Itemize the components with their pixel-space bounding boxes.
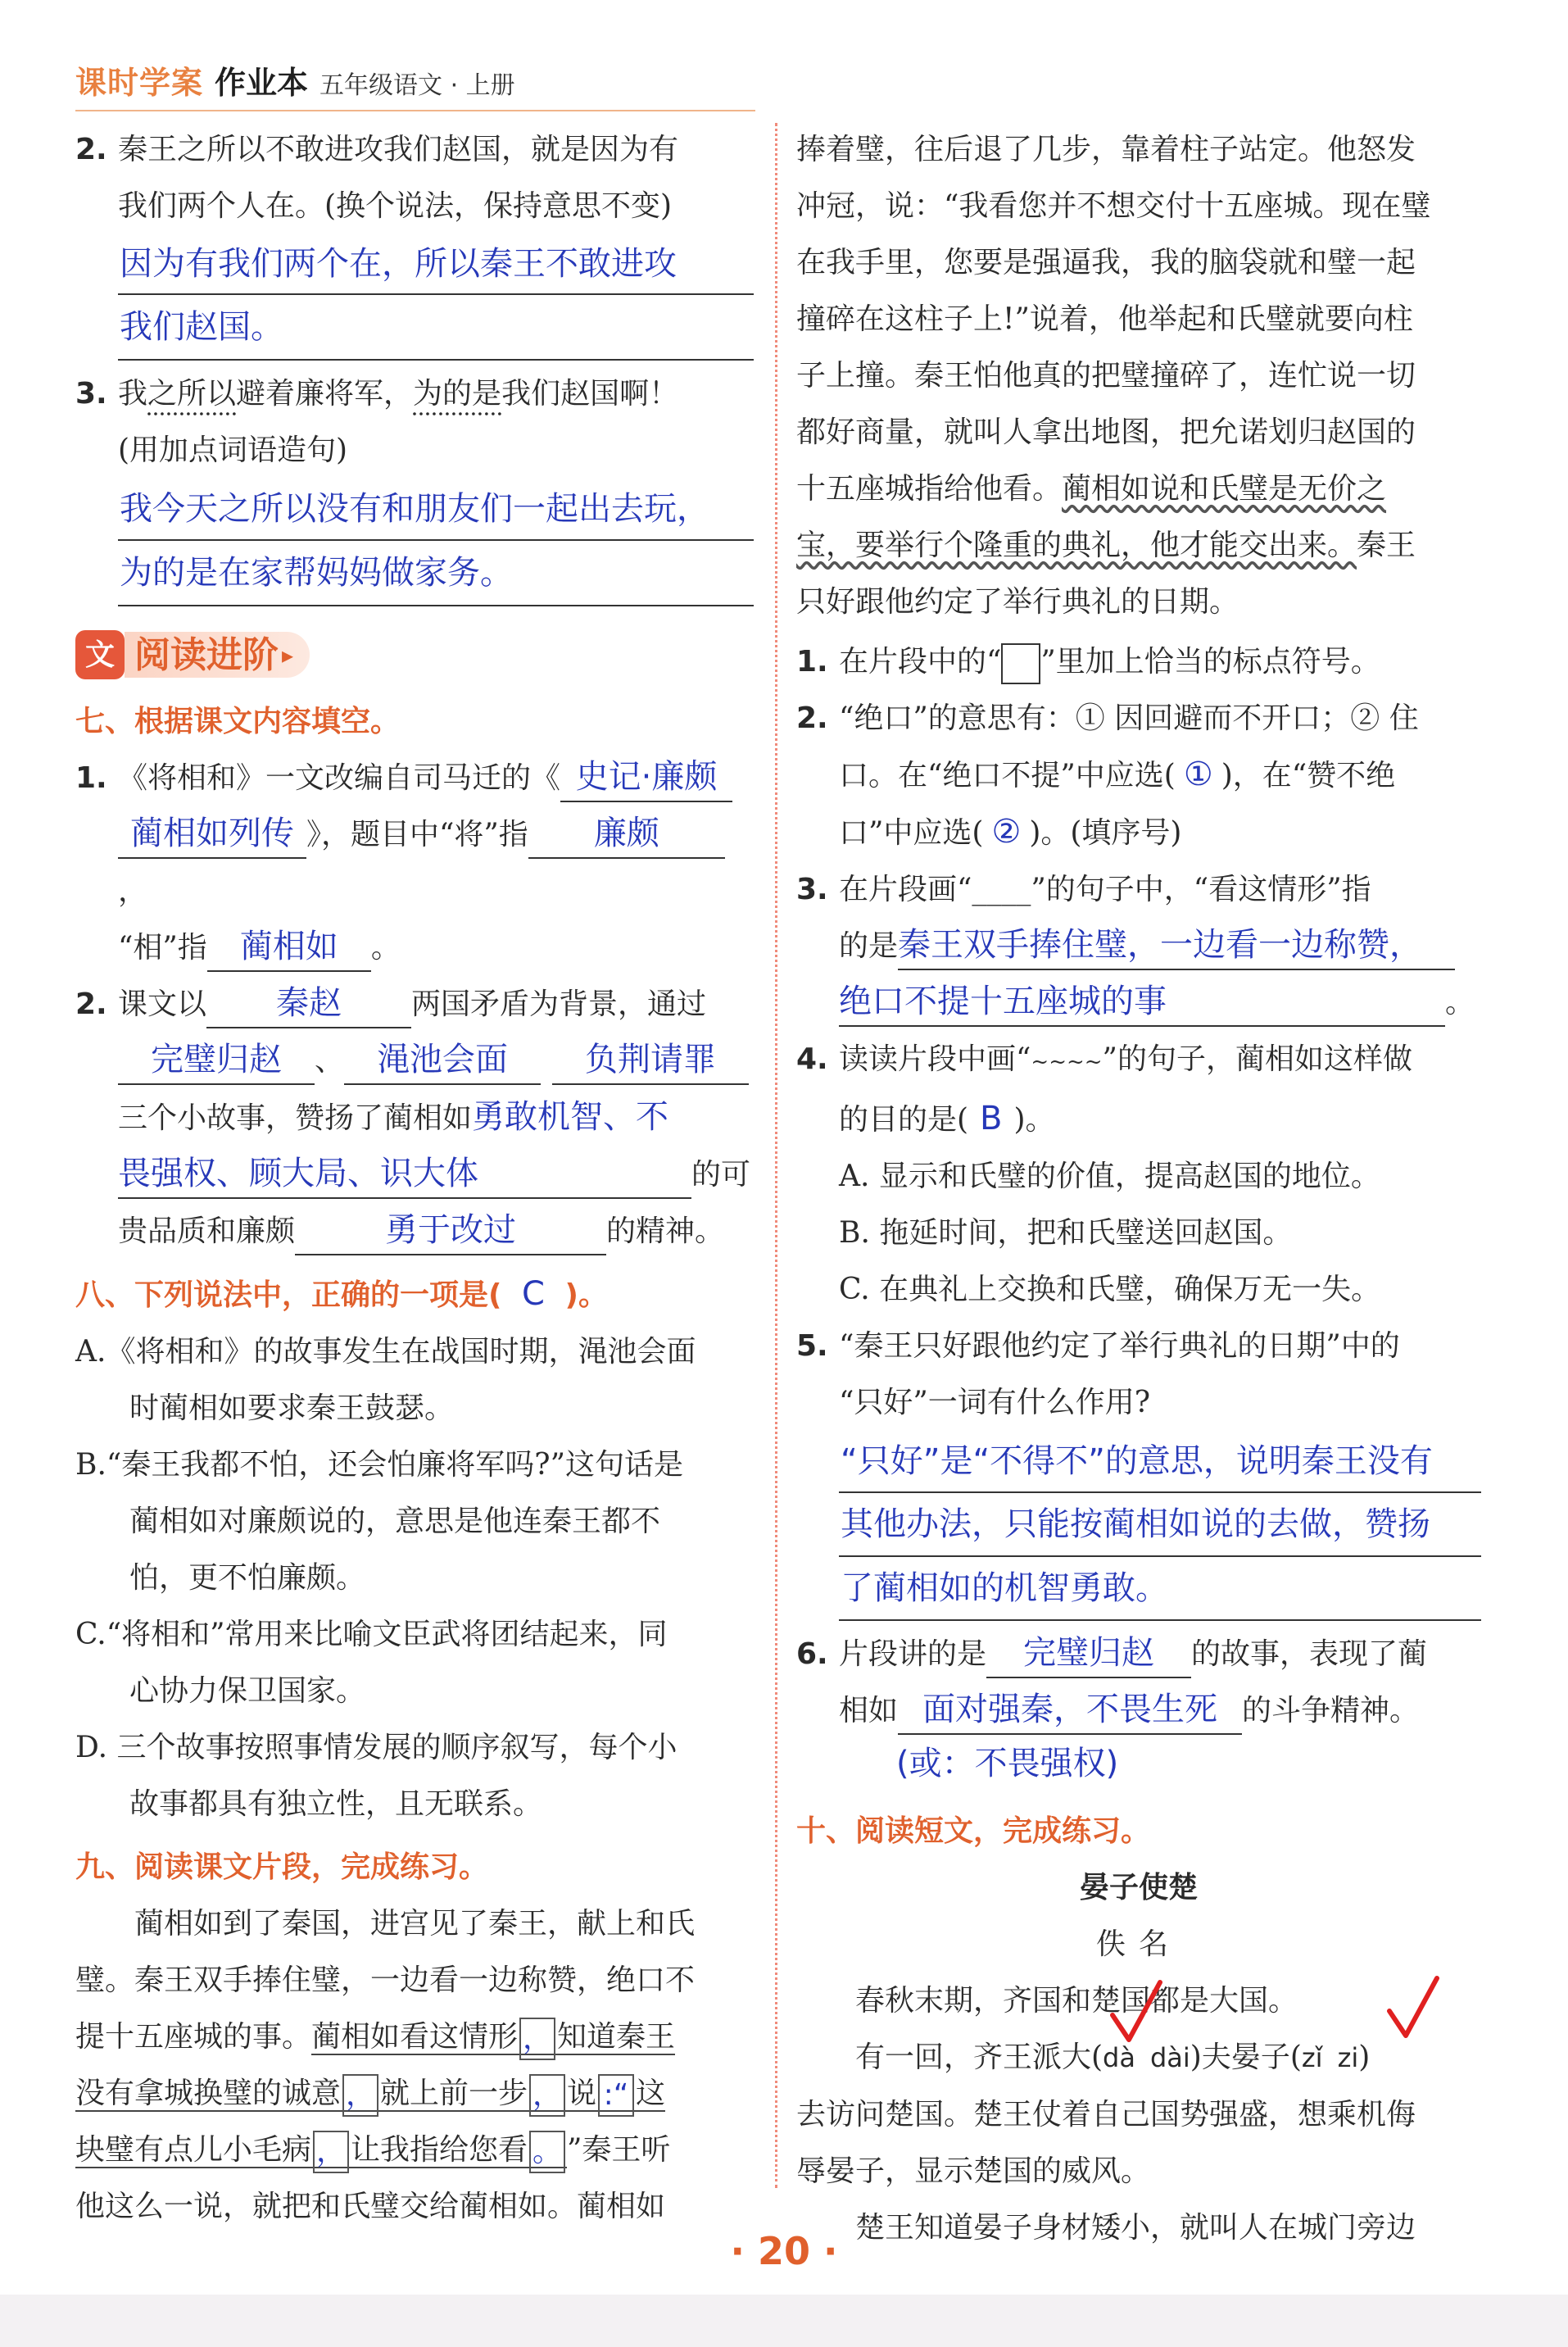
text-segment: 的可 bbox=[691, 1158, 751, 1192]
text-segment: 的斗争精神。 bbox=[1242, 1694, 1420, 1727]
text-segment: 贵品质和廉颇 bbox=[118, 1214, 296, 1248]
section-9-passage bbox=[75, 1895, 754, 2235]
passage-line bbox=[75, 2065, 754, 2122]
fill-blank: 完璧归赵 bbox=[118, 1036, 315, 1085]
question-text: 在片段画“____”的句子中，“看这情形”指 bbox=[839, 873, 1371, 906]
text-segment: )，在“赞不绝 bbox=[1221, 759, 1396, 792]
question-r5 bbox=[796, 1318, 1481, 1621]
text-segment: 的故事，表现了蔺 bbox=[1191, 1637, 1428, 1671]
question-3 bbox=[75, 365, 754, 606]
answer-line: 为的是在家帮妈妈做家务。 bbox=[118, 541, 754, 606]
section-8-title bbox=[75, 1266, 754, 1323]
fill-blank: 勇于改过 bbox=[295, 1206, 606, 1255]
question-text: “只好”一词有什么作用? bbox=[839, 1386, 1151, 1419]
passage-line: 蔺相如到了秦国，进宫见了秦王，献上和氏 bbox=[134, 1907, 696, 1941]
text-segment: 。 bbox=[370, 931, 401, 965]
text-segment: 两国矛盾为背景，通过 bbox=[411, 987, 707, 1021]
text-segment: 我们赵国啊！ bbox=[501, 377, 679, 411]
answer-line: “只好”是“不得不”的意思，说明秦王没有 bbox=[839, 1431, 1481, 1493]
book-name: 作业本 bbox=[215, 65, 309, 101]
answer-line: 我们赵国。 bbox=[118, 295, 754, 361]
dotted-word bbox=[413, 377, 501, 411]
fill-blank: 渑池会面 bbox=[344, 1036, 541, 1085]
fill-blank: 完璧归赵 bbox=[986, 1629, 1191, 1678]
passage-line: 去访问楚国。楚王仗着自己国势强盛，想乘机侮 bbox=[796, 2098, 1416, 2131]
pinyin-option: dài bbox=[1149, 2042, 1190, 2073]
fill-blank: 秦赵 bbox=[206, 979, 411, 1028]
choice-answer: B bbox=[980, 1100, 1003, 1137]
fill-blank: 廉颇 bbox=[528, 810, 725, 859]
text-segment: 在片段中的“ bbox=[839, 645, 1002, 679]
pinyin-option: zǐ bbox=[1301, 2042, 1323, 2073]
text-segment: 我 bbox=[118, 377, 148, 411]
punctuation-box: ， bbox=[529, 2074, 565, 2117]
punctuation-box: :“ bbox=[598, 2074, 634, 2117]
choice-answer: C bbox=[522, 1275, 545, 1313]
alt-answer: (或：不畏强权) bbox=[896, 1745, 1119, 1782]
text-segment: )。(填序号) bbox=[1029, 816, 1182, 850]
punctuation-box: ， bbox=[342, 2074, 378, 2117]
section-8-title-end: )。 bbox=[564, 1278, 608, 1312]
question-text: “秦王只好跟他约定了举行典礼的日期”中的 bbox=[839, 1329, 1400, 1363]
column-divider bbox=[775, 123, 777, 2188]
fill-blank: 畏强权、顾大局、识大体 bbox=[118, 1150, 691, 1199]
text-segment: 课文以 bbox=[118, 987, 207, 1021]
underlined-text: 没有拿城换璧的诚意 bbox=[75, 2077, 342, 2110]
text-segment: ) bbox=[1358, 2041, 1371, 2074]
passage-line bbox=[75, 2122, 754, 2178]
punctuation-box: ， bbox=[519, 2018, 555, 2060]
underlined-text: 说 bbox=[567, 2077, 597, 2110]
punctuation-box: ， bbox=[313, 2131, 349, 2173]
pinyin-option: zi bbox=[1337, 2042, 1359, 2073]
punctuation-box: 。 bbox=[529, 2131, 565, 2173]
passage-line: 春秋末期，齐国和楚国都是大国。 bbox=[855, 1984, 1298, 2018]
question-number: 2. bbox=[796, 701, 828, 735]
passage-continued bbox=[796, 121, 1481, 630]
text-segment: 。 bbox=[1445, 986, 1475, 1019]
passage-line: 撞碎在这柱子上!”说着，他举起和氏璧就要向柱 bbox=[796, 302, 1413, 336]
brand-name: 课时学案 bbox=[75, 65, 204, 101]
text-segment: 避着廉将军， bbox=[236, 377, 414, 411]
check-mark-icon bbox=[1108, 1979, 1165, 2045]
page-number: · 20 · bbox=[730, 2229, 838, 2273]
fill-blank: 蔺相如列传 bbox=[118, 810, 306, 859]
wavy-underlined-text: 宝，要举行个隆重的典礼，他才能交出来。 bbox=[796, 529, 1357, 562]
underlined-text: 这 bbox=[636, 2077, 666, 2110]
fill-blank: 面对强秦，不畏生死 bbox=[898, 1686, 1242, 1735]
check-mark-icon bbox=[1384, 1975, 1442, 2041]
fill-blank: 负荆请罪 bbox=[552, 1036, 749, 1085]
choice-answer: ② bbox=[991, 813, 1022, 851]
dotted-word bbox=[147, 377, 236, 411]
arrow-icon: ▸ bbox=[282, 641, 294, 669]
banner-label-text: 阅读进阶 bbox=[134, 633, 279, 676]
question-text: 我们两个人在。(换个说法，保持意思不变) bbox=[118, 189, 673, 223]
text-segment: )夫晏子( bbox=[1190, 2041, 1302, 2074]
passage-line: 他这么一说，就把和氏璧交给蔺相如。蔺相如 bbox=[75, 2190, 666, 2223]
text-segment: 》，题目中“将”指 bbox=[306, 818, 528, 851]
option-c: C. 在典礼上交换和氏璧，确保万无一失。 bbox=[839, 1273, 1381, 1306]
dotted-word-text: 之所以 bbox=[147, 377, 237, 411]
text-segment: ”的句子，蔺相如这样做 bbox=[1102, 1042, 1412, 1076]
underlined-text: 块璧有点儿小毛病 bbox=[75, 2133, 312, 2167]
question-r1 bbox=[796, 633, 1481, 690]
option-c-cont: 心协力保卫国家。 bbox=[129, 1674, 366, 1708]
question-number: 4. bbox=[796, 1042, 828, 1076]
fill-blank: 史记·廉颇 bbox=[560, 753, 732, 802]
empty-box-icon bbox=[1001, 643, 1040, 684]
text-segment: 十五座城指给他看。 bbox=[796, 472, 1063, 506]
passage-line: 辱晏子，显示楚国的威风。 bbox=[796, 2154, 1151, 2188]
question-r3 bbox=[796, 861, 1481, 1031]
text-segment: 《将相和》一文改编自司马迁的《 bbox=[118, 761, 561, 795]
text-segment: 的是 bbox=[839, 929, 899, 963]
text-segment: 的目的是( bbox=[839, 1103, 969, 1137]
option-c: C.“将相和”常用来比喻文臣武将团结起来，同 bbox=[75, 1618, 668, 1651]
answer-text: 勇敢机智、不 bbox=[472, 1098, 669, 1136]
question-number: 1. bbox=[75, 761, 107, 795]
underlined-sentence bbox=[75, 2077, 665, 2112]
question-text: 秦王之所以不敢进攻我们赵国，就是因为有 bbox=[118, 133, 679, 166]
bottom-strip bbox=[0, 2295, 1568, 2347]
underlined-sentence bbox=[75, 2133, 567, 2168]
story-author: 佚名 bbox=[1095, 1927, 1181, 1961]
reading-banner bbox=[75, 628, 754, 682]
option-a: A.《将相和》的故事发生在战国时期，渑池会面 bbox=[75, 1335, 696, 1369]
underlined-text: 知道秦王 bbox=[557, 2020, 676, 2054]
text-segment: ”秦王听 bbox=[567, 2133, 671, 2167]
text-segment: 相如 bbox=[839, 1694, 899, 1727]
section-8-options bbox=[75, 1323, 754, 1832]
passage-line: 都好商量，就叫人拿出地图，把允诺划归赵国的 bbox=[796, 415, 1416, 449]
question-r6 bbox=[796, 1626, 1481, 1788]
option-a-cont: 时蔺相如要求秦王鼓瑟。 bbox=[129, 1391, 455, 1425]
question-number: 3. bbox=[796, 873, 828, 906]
passage-line: 捧着璧，往后退了几步，靠着柱子站定。他怒发 bbox=[796, 133, 1416, 166]
text-segment: 片段讲的是 bbox=[839, 1637, 987, 1671]
option-d: D. 三个故事按照事情发展的顺序叙写，每个小 bbox=[75, 1731, 678, 1764]
left-column bbox=[75, 121, 754, 2235]
text-segment: 的精神。 bbox=[606, 1214, 725, 1248]
story-title: 晏子使楚 bbox=[1079, 1871, 1198, 1904]
underlined-text: 蔺相如看这情形 bbox=[311, 2020, 519, 2054]
wavy-underlined-text: 蔺相如说和氏璧是无价之 bbox=[1062, 472, 1387, 506]
passage-line: 璧。秦王双手捧住璧，一边看一边称赞，绝口不 bbox=[75, 1963, 696, 1997]
passage-line: 子上撞。秦王怕他真的把璧撞碎了，连忙说一切 bbox=[796, 359, 1416, 393]
fill-blank: 秦王双手捧住璧，一边看一边称赞， bbox=[898, 921, 1455, 970]
fill-blank: 蔺相如 bbox=[207, 923, 371, 972]
text-segment: 读读片段中画“ bbox=[839, 1042, 1031, 1076]
right-column bbox=[796, 121, 1481, 2256]
page-header bbox=[75, 57, 515, 103]
underlined-text: 让我指给您看 bbox=[351, 2133, 528, 2167]
section-9-title: 九、阅读课文片段，完成练习。 bbox=[75, 1850, 489, 1884]
passage-line: 楚王知道晏子身材矮小，就叫人在城门旁边 bbox=[855, 2211, 1416, 2245]
question-number: 3. bbox=[75, 377, 107, 411]
text-segment: 、 bbox=[315, 1044, 345, 1078]
passage-line bbox=[75, 2009, 754, 2065]
text-segment: ， bbox=[118, 874, 148, 908]
text-segment: 提十五座城的事。 bbox=[75, 2020, 312, 2054]
option-a: A. 显示和氏璧的价值，提高赵国的地位。 bbox=[839, 1160, 1380, 1193]
answer-line: 了蔺相如的机智勇敢。 bbox=[839, 1557, 1481, 1621]
question-text bbox=[118, 365, 754, 422]
underlined-sentence bbox=[311, 2020, 675, 2055]
wavy-mark: ~~~~ bbox=[1031, 1050, 1103, 1074]
fill-blank: 绝口不提十五座城的事 bbox=[839, 978, 1445, 1027]
option-b: B. 拖延时间，把和氏璧送回赵国。 bbox=[839, 1216, 1293, 1250]
text-segment: 三个小故事，赞扬了蔺相如 bbox=[118, 1101, 473, 1135]
question-number: 2. bbox=[75, 987, 107, 1021]
option-b: B.“秦王我都不怕，还会怕廉将军吗?”这句话是 bbox=[75, 1448, 684, 1482]
question-text: “绝口”的意思有：① 因回避而不开口；② 住 bbox=[839, 701, 1419, 735]
question-number: 5. bbox=[796, 1329, 828, 1363]
text-segment: 秦王 bbox=[1357, 529, 1416, 562]
answer-line: 其他办法，只能按蔺相如说的去做，赞扬 bbox=[839, 1493, 1481, 1557]
question-text: (用加点词语造句) bbox=[118, 434, 348, 467]
answer-line: 我今天之所以没有和朋友们一起出去玩， bbox=[118, 479, 754, 541]
question-2 bbox=[75, 121, 754, 361]
dotted-word-text: 为的是 bbox=[413, 377, 502, 411]
option-b-cont: 怕，更不怕廉颇。 bbox=[129, 1561, 366, 1595]
underlined-text: 就上前一步 bbox=[380, 2077, 528, 2110]
runner-icon: 文 bbox=[75, 630, 125, 679]
text-segment: ”里加上恰当的标点符号。 bbox=[1040, 645, 1380, 679]
text-segment: 口”中应选( bbox=[839, 816, 984, 850]
question-r4 bbox=[796, 1031, 1481, 1318]
passage-line bbox=[796, 517, 1481, 574]
pinyin-option: dà bbox=[1103, 2042, 1135, 2073]
text-segment: “相”指 bbox=[118, 931, 207, 965]
passage-line: 只好跟他约定了举行典礼的日期。 bbox=[796, 585, 1239, 619]
banner-label bbox=[125, 632, 310, 678]
question-number: 1. bbox=[796, 645, 828, 679]
section-10-title: 十、阅读短文，完成练习。 bbox=[796, 1814, 1151, 1848]
passage-line: 冲冠，说：“我看您并不想交付十五座城。现在璧 bbox=[796, 189, 1431, 223]
text-segment: )。 bbox=[1013, 1103, 1055, 1137]
passage-line bbox=[796, 461, 1481, 517]
section-7-title: 七、根据课文内容填空。 bbox=[75, 705, 401, 738]
text-segment: 口。在“绝口不提”中应选( bbox=[839, 759, 1176, 792]
choice-answer: ① bbox=[1183, 756, 1213, 793]
question-number: 2. bbox=[75, 133, 107, 166]
grade-label: 五年级语文 · 上册 bbox=[319, 71, 515, 100]
text-segment: 有一回，齐王派大( bbox=[855, 2041, 1103, 2074]
section-7-question-2 bbox=[75, 976, 754, 1260]
section-7-question-1 bbox=[75, 750, 754, 976]
passage-line: 在我手里，您要是强逼我，我的脑袋就和璧一起 bbox=[796, 246, 1416, 279]
section-8-title-text: 八、下列说法中，正确的一项是( bbox=[75, 1278, 502, 1312]
question-r2 bbox=[796, 690, 1481, 861]
answer-line: 因为有我们两个在，所以秦王不敢进攻 bbox=[118, 234, 754, 295]
option-b-cont: 蔺相如对廉颇说的，意思是他连秦王都不 bbox=[129, 1505, 661, 1538]
option-d-cont: 故事都具有独立性，且无联系。 bbox=[129, 1787, 543, 1821]
question-number: 6. bbox=[796, 1637, 828, 1671]
header-rule bbox=[75, 110, 755, 111]
